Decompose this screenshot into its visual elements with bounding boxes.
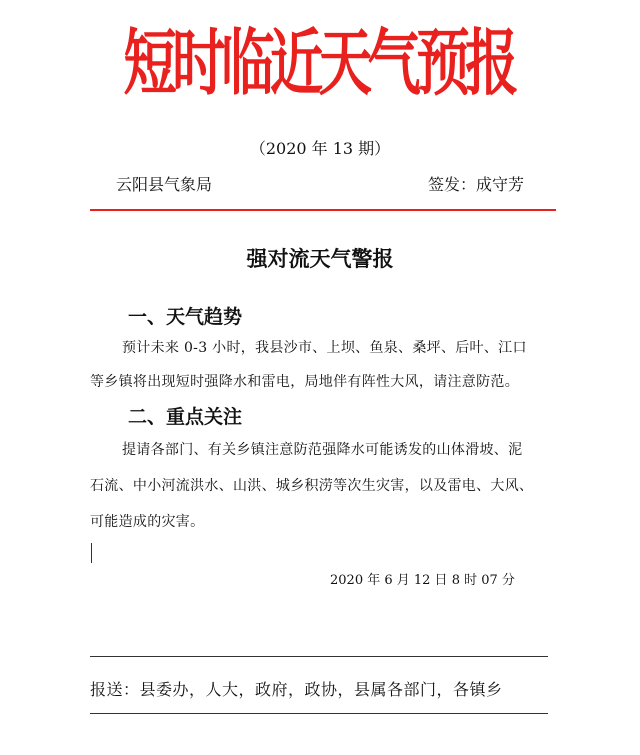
divider-bottom: [90, 713, 548, 714]
text-cursor: [91, 543, 92, 563]
paragraph-line: 预计未来 0-3 小时，我县沙市、上坝、鱼泉、桑坪、后叶、江口: [122, 340, 527, 356]
red-divider: [90, 209, 556, 211]
document-title: 强对流天气警报: [246, 246, 394, 271]
section-heading-key-focus: 二、重点关注: [128, 406, 243, 428]
paragraph-line: 可能造成的灾害。: [90, 514, 205, 530]
issue-date: 2020 年 6 月 12 日 8 时 07 分: [330, 573, 515, 588]
distribution-list: 报送：县委办，人大，政府，政协，县属各部门，各镇乡: [90, 680, 503, 699]
masthead-title: 短时临近天气预报: [123, 21, 515, 105]
paragraph-line: 石流、中小河流洪水、山洪、城乡积涝等次生灾害，以及雷电、大风、: [90, 478, 534, 494]
paragraph-line: 提请各部门、有关乡镇注意防范强降水可能诱发的山体滑坡、泥: [122, 442, 523, 458]
divider-top: [90, 656, 548, 657]
section-heading-weather-trend: 一、天气趋势: [128, 306, 243, 328]
issuing-agency: 云阳县气象局: [116, 175, 213, 194]
paragraph-line: 等乡镇将出现短时强降水和雷电，局地伴有阵性大风，请注意防范。: [90, 374, 519, 390]
issue-number: （2020 年 13 期）: [249, 139, 391, 158]
signer: 签发：成守芳: [428, 175, 525, 194]
